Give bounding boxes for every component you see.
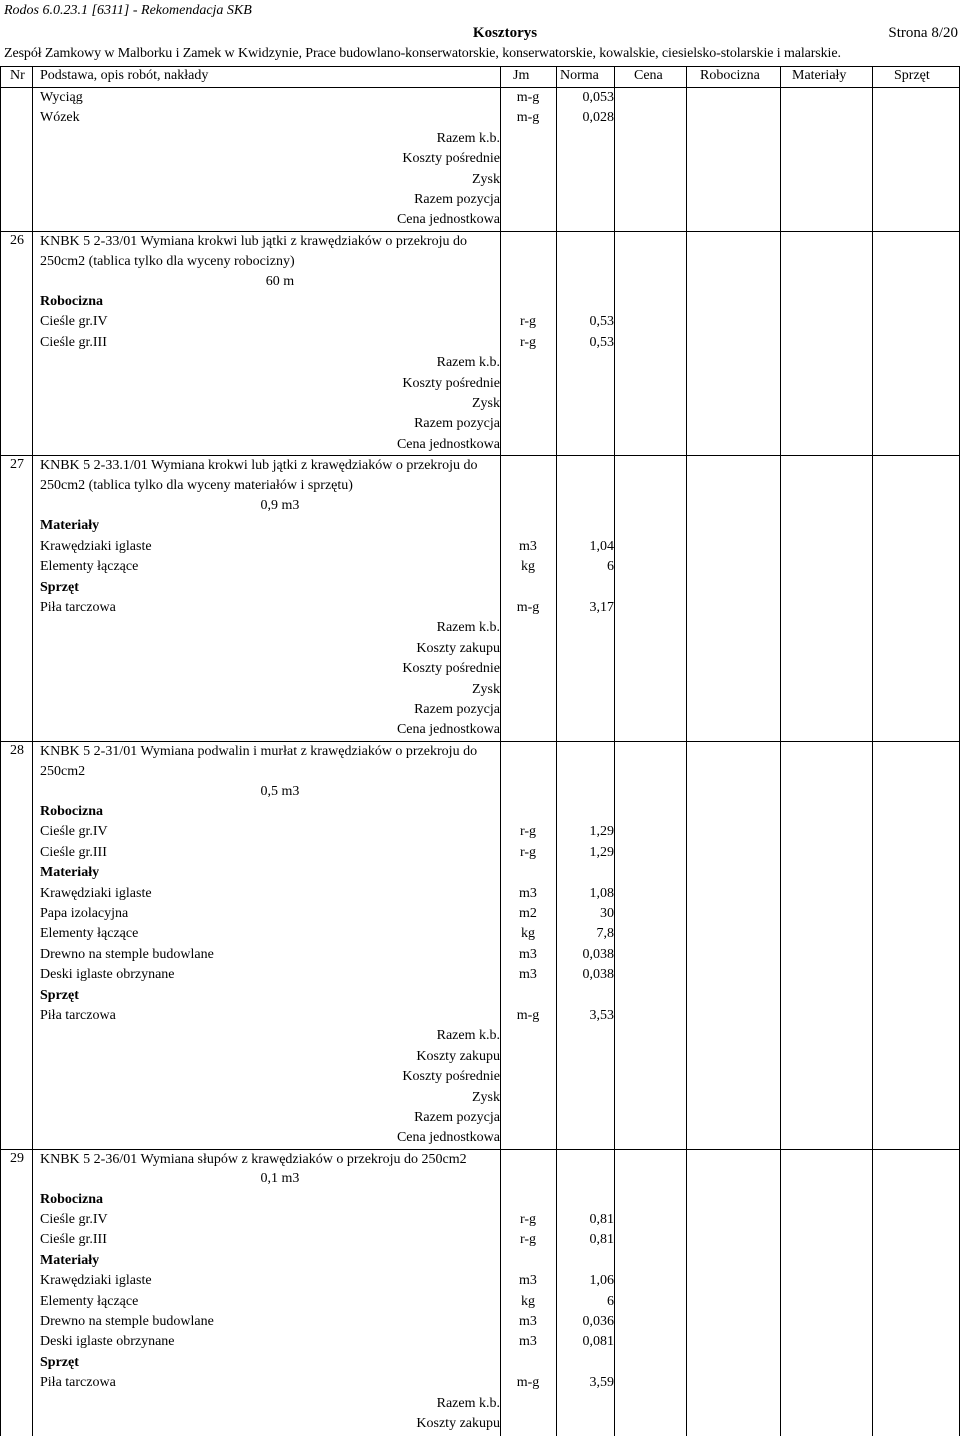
- norma-cell: 0,53: [589, 314, 614, 330]
- norma-cell: 0,036: [582, 1314, 614, 1329]
- section-row: [0, 1354, 960, 1374]
- resource-name: Elementy łączące: [40, 559, 139, 575]
- header-materialy: Materiały: [792, 68, 847, 83]
- summary-row: [0, 171, 960, 191]
- unit-cell: m-g: [516, 1375, 540, 1391]
- norma-cell: 0,038: [582, 946, 614, 962]
- unit-cell: m3: [519, 1314, 537, 1329]
- position-description: KNBK 5 2-31/01 Wymiana podwalin i murłat z krawędziaków o przekroju do 250cm2: [40, 743, 478, 779]
- norma-cell: 1,29: [589, 844, 614, 860]
- table-row: [0, 599, 960, 619]
- unit-cell: r-g: [519, 844, 537, 860]
- table-row: [0, 558, 960, 578]
- summary-label: Koszty pośrednie: [402, 375, 500, 391]
- norma-cell: 0,038: [582, 967, 614, 983]
- summary-row: [0, 619, 960, 639]
- summary-label: Koszty pośrednie: [402, 151, 500, 167]
- norma-cell: 0,81: [589, 1212, 614, 1227]
- table-row: [0, 109, 960, 129]
- resource-name: Papa izolacyjna: [40, 906, 129, 921]
- table-row: [0, 925, 960, 945]
- resource-name: Krawędziaki iglaste: [40, 1273, 152, 1289]
- header-norma: Norma: [560, 68, 599, 83]
- norma-cell: 7,8: [596, 926, 614, 942]
- summary-label: Razem pozycja: [414, 702, 500, 717]
- table-row: [0, 1272, 960, 1292]
- section-label: Materiały: [40, 865, 100, 881]
- norma-cell: 0,028: [582, 110, 614, 126]
- summary-row: [0, 1027, 960, 1047]
- quantity-row: [0, 273, 960, 293]
- quantity-row: [0, 783, 960, 803]
- summary-label: Razem pozycja: [414, 1110, 500, 1125]
- header-opis: Podstawa, opis robót, nakłady: [40, 68, 209, 83]
- summary-row: [0, 681, 960, 701]
- summary-label: Koszty pośrednie: [402, 661, 500, 677]
- resource-name: Cieśle gr.III: [40, 844, 107, 860]
- section-row: [0, 987, 960, 1007]
- summary-label: Cena jednostkowa: [396, 212, 500, 228]
- summary-label: Razem k.b.: [436, 1028, 500, 1044]
- summary-row: [0, 1089, 960, 1109]
- position-number: 26: [10, 232, 24, 248]
- section-label: Sprzęt: [40, 987, 79, 1003]
- header-sprzet: Sprzęt: [894, 68, 930, 83]
- table-row: [0, 946, 960, 966]
- unit-cell: m2: [519, 906, 537, 921]
- section-row: [0, 579, 960, 599]
- resource-name: Cieśle gr.IV: [40, 1212, 108, 1227]
- summary-row: [0, 1129, 960, 1149]
- unit-cell: kg: [521, 1293, 535, 1309]
- resource-name: Cieśle gr.III: [40, 1232, 107, 1248]
- summary-row: [0, 1109, 960, 1129]
- position-quantity: 0,9 m3: [260, 498, 300, 513]
- summary-label: Razem k.b.: [436, 130, 500, 146]
- quantity-row: [0, 497, 960, 517]
- norma-cell: 0,081: [582, 1334, 614, 1350]
- position-number: 27: [10, 457, 24, 473]
- resource-name: Piła tarczowa: [40, 1008, 116, 1023]
- resource-name: Piła tarczowa: [40, 1375, 116, 1391]
- section-label: Robocizna: [40, 804, 103, 819]
- norma-cell: 1,04: [589, 538, 614, 554]
- summary-row: [0, 415, 960, 435]
- summary-row: [0, 1415, 960, 1435]
- table-row: [0, 1313, 960, 1333]
- section-label: Materiały: [40, 1252, 100, 1268]
- position-quantity: 60 m: [265, 273, 295, 289]
- unit-cell: m3: [519, 946, 537, 962]
- table-row: [0, 1231, 960, 1251]
- resource-name: Krawędziaki iglaste: [40, 538, 152, 554]
- summary-label: Koszty zakupu: [416, 1416, 500, 1431]
- table-row: [0, 823, 960, 843]
- unit-cell: r-g: [519, 1212, 537, 1227]
- unit-cell: kg: [521, 926, 535, 942]
- section-label: Robocizna: [40, 1191, 103, 1207]
- summary-row: [0, 640, 960, 660]
- table-row: [0, 1333, 960, 1353]
- table-row: [0, 885, 960, 905]
- unit-cell: m3: [519, 967, 537, 983]
- table-row: [0, 313, 960, 333]
- unit-cell: r-g: [519, 1232, 537, 1248]
- resource-name: Wyciąg: [40, 90, 83, 105]
- summary-label: Zysk: [472, 171, 500, 187]
- table-row: [0, 334, 960, 354]
- unit-cell: m3: [519, 885, 537, 901]
- summary-label: Razem k.b.: [436, 355, 500, 371]
- unit-cell: m-g: [516, 90, 540, 105]
- summary-row: [0, 375, 960, 395]
- position-description: KNBK 5 2-33/01 Wymiana krokwi lub jątki z krawędziaków o przekroju do 250cm2 (tablica tylko dla wyceny robocizny): [40, 233, 467, 269]
- summary-label: Razem pozycja: [414, 416, 500, 432]
- position-description: KNBK 5 2-33.1/01 Wymiana krokwi lub jątki z krawędziaków o przekroju do 250cm2 (tablica tylko dla wyceny materiałów i sprzętu): [40, 458, 478, 494]
- unit-cell: r-g: [519, 314, 537, 330]
- unit-cell: m-g: [516, 110, 540, 126]
- section-row: [0, 293, 960, 313]
- table-row: [0, 1007, 960, 1027]
- position-number: 29: [10, 1150, 24, 1166]
- unit-cell: m3: [519, 538, 537, 554]
- resource-name: Elementy łączące: [40, 1293, 139, 1309]
- table-row: [0, 966, 960, 986]
- resource-name: Cieśle gr.III: [40, 334, 107, 350]
- norma-cell: 3,17: [589, 600, 614, 615]
- summary-row: [0, 130, 960, 150]
- summary-label: Koszty pośrednie: [402, 1069, 500, 1085]
- norma-cell: 3,59: [589, 1375, 614, 1391]
- summary-row: [0, 354, 960, 374]
- norma-cell: 30: [600, 906, 614, 921]
- section-label: Robocizna: [40, 294, 103, 309]
- summary-label: Zysk: [472, 1089, 500, 1105]
- table-row: [0, 89, 960, 109]
- summary-label: Zysk: [472, 396, 500, 411]
- resource-name: Cieśle gr.IV: [40, 824, 108, 840]
- unit-cell: m-g: [516, 600, 540, 615]
- header-robocizna: Robocizna: [700, 68, 760, 83]
- norma-cell: 0,053: [582, 90, 614, 105]
- summary-row: [0, 660, 960, 680]
- position-quantity: 0,1 m3: [260, 1171, 300, 1187]
- summary-row: [0, 191, 960, 211]
- header-cena: Cena: [634, 68, 663, 83]
- summary-row: [0, 1068, 960, 1088]
- norma-cell: 1,29: [589, 824, 614, 840]
- table-row: [0, 1211, 960, 1231]
- unit-cell: m3: [519, 1273, 537, 1289]
- unit-cell: kg: [521, 559, 535, 575]
- summary-row: [0, 701, 960, 721]
- unit-cell: m3: [519, 1334, 537, 1350]
- summary-label: Zysk: [472, 681, 500, 697]
- section-row: [0, 1191, 960, 1211]
- section-row: [0, 803, 960, 823]
- position-description: KNBK 5 2-36/01 Wymiana słupów z krawędziaków o przekroju do 250cm2: [40, 1151, 467, 1167]
- app-version-label: Rodos 6.0.23.1 [6311] - Rekomendacja SKB: [4, 3, 252, 18]
- summary-row: [0, 1048, 960, 1068]
- summary-label: Razem pozycja: [414, 192, 500, 207]
- norma-cell: 0,81: [589, 1232, 614, 1248]
- position-row: [0, 1150, 960, 1170]
- summary-label: Koszty zakupu: [416, 1048, 500, 1064]
- page-number: Strona 8/20: [888, 25, 958, 41]
- section-label: Sprzęt: [40, 1354, 79, 1370]
- norma-cell: 1,06: [589, 1273, 614, 1289]
- summary-row: [0, 211, 960, 231]
- unit-cell: r-g: [519, 824, 537, 840]
- table-row: [0, 538, 960, 558]
- section-row: [0, 517, 960, 537]
- resource-name: Deski iglaste obrzynane: [40, 967, 175, 983]
- norma-cell: 1,08: [589, 885, 614, 901]
- section-row: [0, 864, 960, 884]
- table-row: [0, 844, 960, 864]
- header-jm: Jm: [513, 68, 530, 83]
- summary-label: Razem k.b.: [436, 620, 500, 636]
- header-nr: Nr: [10, 68, 25, 83]
- summary-row: [0, 721, 960, 741]
- norma-cell: 0,53: [589, 334, 614, 350]
- project-description: Zespół Zamkowy w Malborku i Zamek w Kwidzynie, Prace budowlano-konserwatorskie, konserwatorskie, kowalskie, ciesielsko-stolarskie i malarskie.: [4, 46, 841, 61]
- resource-name: Drewno na stemple budowlane: [40, 946, 214, 962]
- table-row: [0, 1374, 960, 1394]
- document-title: Kosztorys: [472, 25, 538, 41]
- unit-cell: m-g: [516, 1008, 540, 1023]
- position-quantity: 0,5 m3: [260, 783, 300, 799]
- summary-label: Cena jednostkowa: [396, 722, 500, 738]
- section-row: [0, 1252, 960, 1272]
- unit-cell: r-g: [519, 334, 537, 350]
- resource-name: Elementy łączące: [40, 926, 139, 942]
- resource-name: Piła tarczowa: [40, 600, 116, 615]
- norma-cell: 6: [607, 1293, 614, 1309]
- resource-name: Wózek: [40, 110, 80, 126]
- section-label: Materiały: [40, 518, 100, 534]
- quantity-row: [0, 1170, 960, 1190]
- summary-row: [0, 395, 960, 415]
- summary-label: Cena jednostkowa: [396, 1130, 500, 1146]
- summary-row: [0, 436, 960, 456]
- section-label: Sprzęt: [40, 579, 79, 595]
- table-row: [0, 905, 960, 925]
- norma-cell: 6: [607, 559, 614, 575]
- summary-row: [0, 1395, 960, 1415]
- summary-row: [0, 150, 960, 170]
- table-row: [0, 1293, 960, 1313]
- position-number: 28: [10, 742, 24, 758]
- resource-name: Krawędziaki iglaste: [40, 885, 152, 901]
- summary-label: Cena jednostkowa: [396, 436, 500, 452]
- summary-label: Koszty zakupu: [416, 640, 500, 656]
- norma-cell: 3,53: [589, 1008, 614, 1023]
- summary-label: Razem k.b.: [436, 1395, 500, 1411]
- position-row: [0, 742, 960, 783]
- position-row: [0, 456, 960, 497]
- resource-name: Cieśle gr.IV: [40, 314, 108, 330]
- resource-name: Drewno na stemple budowlane: [40, 1314, 214, 1329]
- position-row: [0, 232, 960, 273]
- resource-name: Deski iglaste obrzynane: [40, 1334, 175, 1350]
